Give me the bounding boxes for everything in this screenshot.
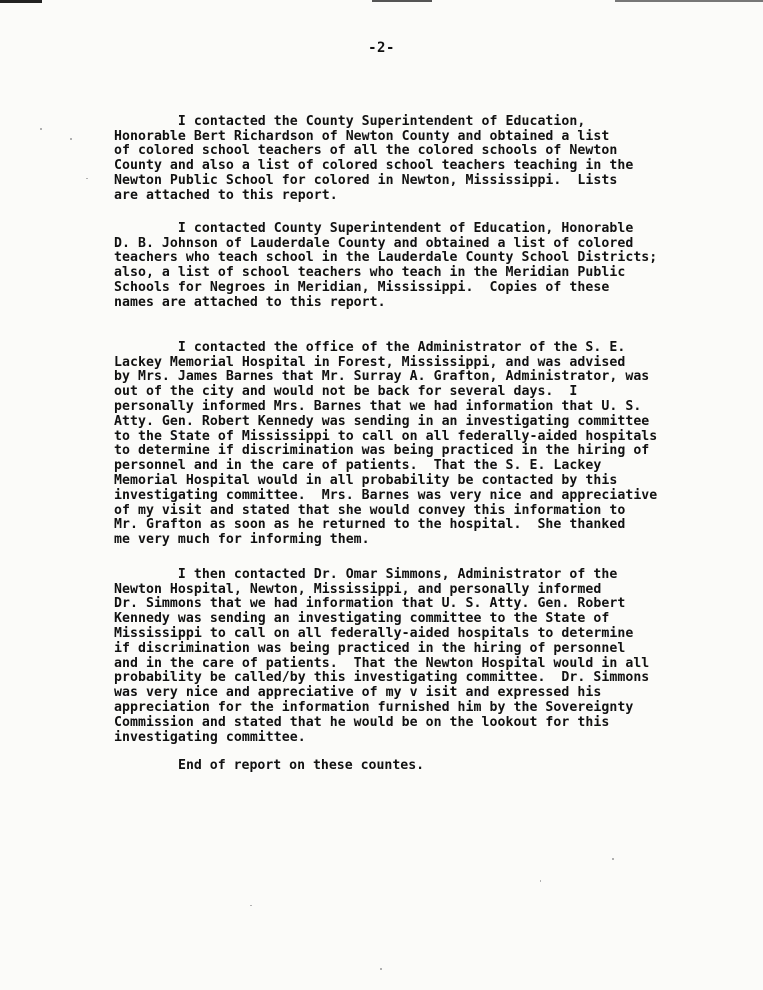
page-number: -2- bbox=[368, 40, 395, 56]
scan-speck bbox=[540, 880, 541, 882]
text-line: of my visit and stated that she would convey this information to bbox=[114, 502, 626, 518]
text-line: Memorial Hospital would in all probability be contacted by this bbox=[114, 472, 618, 488]
scan-edge-mark bbox=[372, 0, 432, 2]
text-line: Dr. Simmons that we had information that U. S. Atty. Gen. Robert bbox=[114, 596, 626, 612]
scan-edge-mark bbox=[0, 0, 42, 3]
text-line: Atty. Gen. Robert Kennedy was sending in an investigating committee bbox=[114, 413, 650, 429]
text-line: to determine if discrimination was being practiced in the hiring of bbox=[114, 443, 650, 459]
scan-speck bbox=[612, 858, 614, 860]
text-line: out of the city and would not be back for several days. I bbox=[114, 384, 578, 400]
text-line: I contacted County Superintendent of Education, Honorable bbox=[114, 220, 634, 236]
text-line: to the State of Mississippi to call on all federally-aided hospitals bbox=[114, 428, 658, 444]
scan-speck bbox=[380, 968, 382, 970]
text-line: Honorable Bert Richardson of Newton County and obtained a list bbox=[114, 128, 610, 144]
text-line: Mississippi to call on all federally-aided hospitals to determine bbox=[114, 625, 634, 641]
text-line: Mr. Grafton as soon as he returned to the hospital. She thanked bbox=[114, 517, 626, 533]
paragraph-3 bbox=[114, 326, 714, 548]
paragraph-4 bbox=[114, 553, 714, 745]
text-line: County and also a list of colored school teachers teaching in the bbox=[114, 158, 634, 174]
text-line: I then contacted Dr. Omar Simmons, Administrator of the bbox=[114, 566, 618, 582]
text-line: are attached to this report. bbox=[114, 187, 338, 203]
text-line: if discrimination was being practiced in the hiring of personnel bbox=[114, 640, 626, 656]
text-line: by Mrs. James Barnes that Mr. Surray A. Grafton, Administrator, was bbox=[114, 369, 650, 385]
text-line: I contacted the County Superintendent of Education, bbox=[114, 113, 586, 129]
scan-speck bbox=[70, 138, 72, 140]
text-line: of colored school teachers of all the colored schools of Newton bbox=[114, 143, 618, 159]
text-line: investigating committee. bbox=[114, 729, 306, 745]
text-line: Newton Hospital, Newton, Mississippi, and personally informed bbox=[114, 581, 602, 597]
text-line: investigating committee. Mrs. Barnes was very nice and appreciative bbox=[114, 487, 658, 503]
text-line: Commission and stated that he would be on the lookout for this bbox=[114, 714, 610, 730]
text-line: also, a list of school teachers who teach in the Meridian Public bbox=[114, 265, 626, 281]
text-line: teachers who teach school in the Lauderdale County School Districts; bbox=[114, 250, 658, 266]
text-line: me very much for informing them. bbox=[114, 532, 370, 548]
text-line: probability be called/by this investigating committee. Dr. Simmons bbox=[114, 670, 650, 686]
scan-speck bbox=[86, 178, 88, 179]
scan-speck bbox=[250, 905, 252, 906]
text-line: appreciation for the information furnished him by the Sovereignty bbox=[114, 699, 634, 715]
text-line: Kennedy was sending an investigating committee to the State of bbox=[114, 611, 610, 627]
text-line: D. B. Johnson of Lauderdale County and obtained a list of colored bbox=[114, 235, 634, 251]
paragraph-1 bbox=[114, 100, 714, 204]
text-line: I contacted the office of the Administrator of the S. E. bbox=[114, 339, 626, 355]
text-line: personally informed Mrs. Barnes that we had information that U. S. bbox=[114, 398, 642, 414]
paragraph-2 bbox=[114, 207, 714, 311]
text-line: was very nice and appreciative of my v isit and expressed his bbox=[114, 685, 602, 701]
closing-line: End of report on these countes. bbox=[178, 758, 425, 773]
text-line: personnel and in the care of patients. That the S. E. Lackey bbox=[114, 458, 602, 474]
text-line: Newton Public School for colored in Newton, Mississippi. Lists bbox=[114, 172, 618, 188]
scan-speck bbox=[40, 128, 42, 130]
text-line: Lackey Memorial Hospital in Forest, Mississippi, and was advised bbox=[114, 354, 626, 370]
scan-edge-mark bbox=[615, 0, 763, 2]
text-line: and in the care of patients. That the Newton Hospital would in all bbox=[114, 655, 650, 671]
text-line: names are attached to this report. bbox=[114, 294, 386, 310]
text-line: Schools for Negroes in Meridian, Mississippi. Copies of these bbox=[114, 279, 610, 295]
